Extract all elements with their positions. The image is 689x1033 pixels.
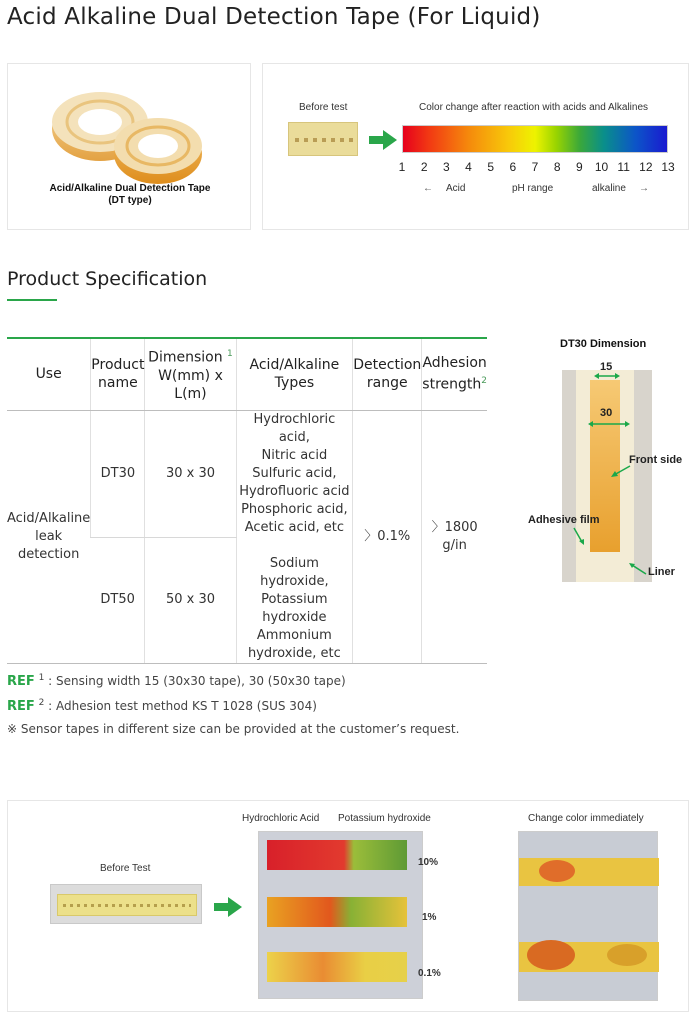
tape-rolls-image xyxy=(8,74,252,194)
ph-number: 7 xyxy=(531,160,539,174)
alkaline-type-item: hydroxide xyxy=(262,609,327,625)
adhesive-film-label: Adhesive film xyxy=(528,514,600,526)
ph-number: 1 xyxy=(398,160,406,174)
adhesion-cell: 〉1800 g/in xyxy=(422,410,487,663)
alkaline-label: alkaline xyxy=(592,183,626,194)
header-adhesion: Adhesion strength$^2$ xyxy=(422,338,487,410)
header-types: Acid/Alkaline Types xyxy=(236,338,353,410)
types-cell xyxy=(236,410,353,663)
koh-label: Potassium hydroxide xyxy=(338,813,431,824)
pct-1-label: 1% xyxy=(422,912,437,923)
ph-number: 11 xyxy=(617,160,630,174)
pct-01-label: 0.1% xyxy=(418,968,441,979)
width-15-label: 15 xyxy=(600,361,613,373)
color-change-label: Color change after reaction with acids and Alkalines xyxy=(419,102,649,113)
adhesive-film-arrow-icon xyxy=(572,526,586,546)
dimension-cell: 50 x 30 xyxy=(145,537,236,663)
size-note: ※ Sensor tapes in different size can be provided at the customer’s request. xyxy=(7,722,460,736)
section-underline xyxy=(7,299,57,301)
alkaline-type-item: Sodium hydroxide, xyxy=(260,555,329,589)
acid-type-item: Phosphoric acid, xyxy=(241,501,348,517)
right-arrow-icon xyxy=(369,130,397,150)
alkaline-type-item: Ammonium xyxy=(256,627,332,643)
acid-arrow: ← xyxy=(423,183,433,194)
width-30-arrow-icon xyxy=(588,420,630,428)
alkaline-arrow: → xyxy=(639,183,649,194)
before-test-photo xyxy=(50,884,202,924)
hcl-label: Hydrochloric Acid xyxy=(242,813,320,824)
dimension-title: DT30 Dimension xyxy=(560,338,647,350)
acid-type-item: Hydrofluoric acid xyxy=(239,483,350,499)
ph-color-bar xyxy=(402,125,668,153)
acid-type-item: Sulfuric acid, xyxy=(252,465,337,481)
table-header-row xyxy=(7,338,487,410)
header-dimension: Dimension $^1$ W(mm) x L(m) xyxy=(145,338,236,410)
ph-number: 4 xyxy=(465,160,472,174)
ph-number: 2 xyxy=(420,160,428,174)
before-test-swatch xyxy=(288,122,358,156)
use-cell: Acid/Alkaline leak detection xyxy=(7,410,91,663)
table-row xyxy=(7,410,487,537)
detection-range-cell: 〉0.1% xyxy=(353,410,422,663)
product-name-cell: DT50 xyxy=(91,537,145,663)
ph-number: 8 xyxy=(553,160,561,174)
alkaline-types-list xyxy=(237,555,353,663)
front-side-label: Front side xyxy=(629,454,683,466)
reaction-photo xyxy=(258,831,423,999)
product-name-cell: DT30 xyxy=(91,410,145,537)
tape-caption-line1: Acid/Alkaline Dual Detection Tape xyxy=(49,183,211,194)
ph-number: 3 xyxy=(442,160,450,174)
dimension-photo xyxy=(562,370,652,582)
change-color-label: Change color immediately xyxy=(528,813,644,824)
ph-number: 5 xyxy=(487,160,494,174)
header-use: Use xyxy=(7,338,91,410)
liner-arrow-icon xyxy=(628,562,648,576)
ph-number: 13 xyxy=(661,160,675,174)
acid-type-item: Nitric acid xyxy=(261,447,328,463)
page-title: Acid Alkaline Dual Detection Tape (For Liquid) xyxy=(7,4,541,30)
ph-number: 12 xyxy=(639,160,653,174)
before-test-label: Before test xyxy=(299,102,348,113)
alkaline-type-item: hydroxide, etc xyxy=(247,645,341,661)
header-detection: Detection range xyxy=(353,338,422,410)
liner-label: Liner xyxy=(648,566,675,578)
tape-caption-line2: (DT type) xyxy=(108,195,152,206)
width-15-arrow-icon xyxy=(594,372,620,380)
ph-range-label: pH range xyxy=(512,183,554,194)
dimension-cell: 30 x 30 xyxy=(145,410,236,537)
ph-number: 9 xyxy=(575,160,583,174)
front-side-arrow-icon xyxy=(610,464,632,478)
tape-product-card xyxy=(7,63,251,230)
ph-number: 6 xyxy=(509,160,517,174)
ph-number: 10 xyxy=(594,160,609,174)
header-product-name: Product name xyxy=(91,338,145,410)
width-30-label: 30 xyxy=(600,407,613,419)
acid-types-list xyxy=(237,411,353,537)
ref-1: REF $^1$ : Sensing width 15 (30x30 tape), 30 (50x30 tape) xyxy=(7,673,346,689)
pct-10-label: 10% xyxy=(418,857,439,868)
ph-scale-card xyxy=(262,63,689,230)
acid-label: Acid xyxy=(446,183,466,194)
acid-type-item: Acetic acid, etc xyxy=(244,519,345,535)
acid-type-item: Hydrochloric acid, xyxy=(253,411,336,445)
before-test-title: Before Test xyxy=(100,863,151,874)
test-result-card xyxy=(7,800,689,1012)
section-title: Product Specification xyxy=(7,268,208,290)
ref-2: REF $^2$ : Adhesion test method KS T 1028 (SUS 304) xyxy=(7,698,317,714)
spec-table xyxy=(7,337,487,664)
right-arrow-icon xyxy=(214,897,242,917)
immediate-change-photo xyxy=(518,831,658,1001)
alkaline-type-item: Potassium xyxy=(261,591,328,607)
